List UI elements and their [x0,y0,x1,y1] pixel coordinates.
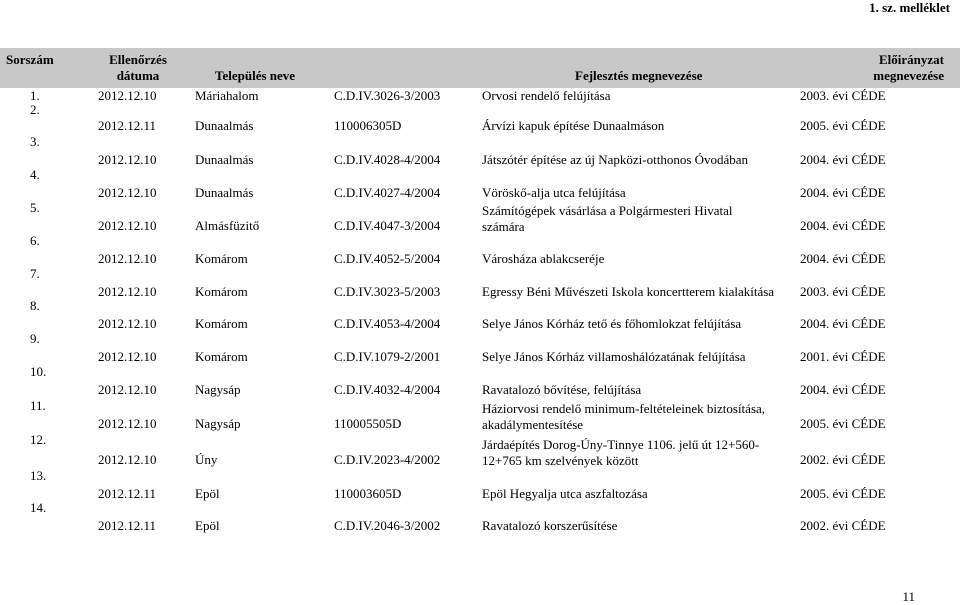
check-date: 2012.12.10 [98,251,157,266]
header-development: Fejlesztés megnevezése [575,68,703,83]
header-fund: Előirányzat megnevezése [873,52,944,83]
development-name: Számítógépek vásárlása a Polgármesteri Hivatal [482,203,733,218]
row-number: 1. [30,88,40,103]
annex-label: 1. sz. melléklet [869,0,950,15]
row-number: 7. [30,266,40,281]
check-date: 2012.12.10 [98,218,157,233]
fund-name: 2002. évi CÉDE [800,452,886,467]
case-code: C.D.IV.4053-4/2004 [334,316,441,331]
development-name: Vöröskő-alja utca felújítása [482,185,626,200]
check-date: 2012.12.11 [98,518,157,533]
check-date: 2012.12.10 [98,382,157,397]
case-code: C.D.IV.4047-3/2004 [334,218,441,233]
fund-name: 2004. évi CÉDE [800,185,886,200]
development-name: Selye János Kórház villamoshálózatának felújítása [482,349,746,364]
development-name: Városháza ablakcseréje [482,251,605,266]
town-name: Dunaalmás [195,152,254,167]
row-number: 14. [30,500,47,515]
check-date: 2012.12.10 [98,416,157,431]
row-number: 2. [30,102,40,117]
check-date: 2012.12.10 [98,284,157,299]
page-number: 11 [902,589,915,604]
case-code: C.D.IV.3026-3/2003 [334,88,441,103]
row-number: 8. [30,298,40,313]
check-date: 2012.12.10 [98,152,157,167]
development-name: Orvosi rendelő felújítása [482,88,611,103]
town-name: Komárom [195,316,248,331]
row-number: 6. [30,233,40,248]
town-name: Dunaalmás [195,185,254,200]
development-name: Árvízi kapuk építése Dunaalmáson [482,118,665,133]
fund-name: 2004. évi CÉDE [800,316,886,331]
fund-name: 2003. évi CÉDE [800,284,886,299]
row-number: 11. [30,398,46,413]
fund-name: 2005. évi CÉDE [800,486,886,501]
town-name: Nagysáp [195,416,241,431]
development-name: Egressy Béni Művészeti Iskola koncertterem kialakítása [482,284,775,299]
fund-name: 2004. évi CÉDE [800,152,886,167]
case-code: C.D.IV.4032-4/2004 [334,382,441,397]
check-date: 2012.12.10 [98,185,157,200]
town-name: Komárom [195,251,248,266]
development-name: Selye János Kórház tető és főhomlokzat felújítása [482,316,742,331]
case-code: C.D.IV.4027-4/2004 [334,185,441,200]
check-date: 2012.12.11 [98,118,157,133]
check-date: 2012.12.10 [98,88,157,103]
town-name: Almásfüzitő [195,218,260,233]
town-name: Epöl [195,518,220,533]
town-name: Máriahalom [195,88,259,103]
check-date: 2012.12.10 [98,452,157,467]
row-number: 4. [30,167,40,182]
development-name: akadálymentesítése [482,417,584,432]
fund-name: 2004. évi CÉDE [800,382,886,397]
case-code: C.D.IV.2046-3/2002 [334,518,441,533]
fund-name: 2002. évi CÉDE [800,518,886,533]
development-name: Játszótér építése az új Napközi-otthonos Óvodában [482,152,749,167]
town-name: Epöl [195,486,220,501]
row-number: 3. [30,134,40,149]
case-code: 110006305D [334,118,402,133]
town-name: Dunaalmás [195,118,254,133]
fund-name: 2005. évi CÉDE [800,118,886,133]
fund-name: 2001. évi CÉDE [800,349,886,364]
development-name: 12+765 km szelvények között [482,453,639,468]
town-name: Úny [195,452,218,467]
case-code: C.D.IV.3023-5/2003 [334,284,441,299]
development-name: számára [482,219,525,234]
check-date: 2012.12.11 [98,486,157,501]
row-number: 5. [30,200,40,215]
development-name: Ravatalozó bővítése, felújítása [482,382,642,397]
case-code: C.D.IV.4052-5/2004 [334,251,441,266]
header-town: Település neve [215,68,296,83]
case-code: 110005505D [334,416,402,431]
row-number: 9. [30,331,40,346]
header-sorszam: Sorszám [6,52,54,67]
fund-name: 2004. évi CÉDE [800,251,886,266]
row-number: 12. [30,432,47,447]
fund-name: 2003. évi CÉDE [800,88,886,103]
development-name: Járdaépítés Dorog-Úny-Tinnye 1106. jelű út 12+560- [482,437,760,452]
table-header [0,48,960,88]
row-number: 13. [30,468,47,483]
town-name: Komárom [195,349,248,364]
row-number: 10. [30,364,47,379]
town-name: Nagysáp [195,382,241,397]
fund-name: 2004. évi CÉDE [800,218,886,233]
case-code: 110003605D [334,486,402,501]
development-name: Epöl Hegyalja utca aszfaltozása [482,486,648,501]
development-name: Ravatalozó korszerűsítése [482,518,618,533]
header-date: Ellenőrzés dátuma [109,52,167,83]
case-code: C.D.IV.2023-4/2002 [334,452,441,467]
fund-name: 2005. évi CÉDE [800,416,886,431]
development-name: Háziorvosi rendelő minimum-feltételeinek biztosítása, [482,401,766,416]
case-code: C.D.IV.1079-2/2001 [334,349,441,364]
case-code: C.D.IV.4028-4/2004 [334,152,441,167]
check-date: 2012.12.10 [98,349,157,364]
town-name: Komárom [195,284,248,299]
check-date: 2012.12.10 [98,316,157,331]
